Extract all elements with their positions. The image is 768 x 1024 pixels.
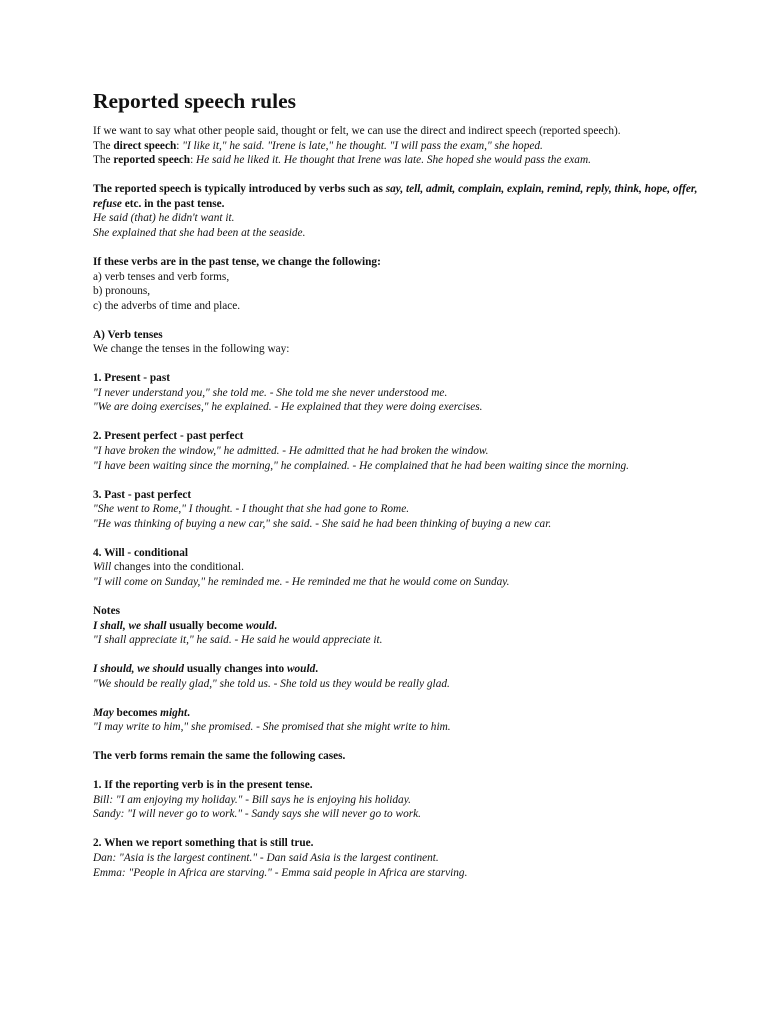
verb-tenses-heading: A) Verb tenses (93, 328, 163, 341)
example-line: Emma: "People in Africa are starving." - Emma said people in Africa are starving. (93, 866, 468, 879)
reported-speech-term: reported speech (113, 154, 191, 167)
direct-speech-line: The direct speech: "I like it," he said. "Irene is late," he thought. "I will pass the exam," she hoped. (93, 139, 543, 152)
intro-text: If we want to say what other people said, thought or felt, we can use the direct and indirect speech (reported speech). (93, 125, 621, 137)
rule-heading: 3. Past - past perfect (93, 488, 192, 501)
rule-will (93, 546, 708, 590)
change-heading: If these verbs are in the past tense, we change the following: (93, 255, 381, 268)
example-line: Bill: "I am enjoying my holiday." - Bill says he is enjoying his holiday. (93, 793, 411, 806)
introducing-verbs-heading: The reported speech is typically introduced by verbs such as say, tell, admit, complain, explain, remind, reply, think, hope, offer, refuse etc. in the past tense. (93, 183, 698, 210)
case-still-true (93, 836, 708, 880)
direct-speech-example: "I like it," he said. "Irene is late," he thought. "I will pass the exam," she hoped. (182, 139, 543, 152)
example-line: He said (that) he didn't want it. (93, 212, 235, 225)
example-line: "We are doing exercises," he explained. - He explained that they were doing exercises. (93, 401, 483, 414)
change-item: c) the adverbs of time and place. (93, 299, 241, 312)
example-line: She explained that she had been at the seaside. (93, 226, 306, 239)
case-present-tense (93, 778, 708, 822)
example-line: "I have been waiting since the morning," he complained. - He complained that he had been waiting since the morning. (93, 459, 629, 472)
introducing-verbs-list: say, tell, admit, complain, explain, remind, reply, think, hope, offer, refuse (93, 183, 698, 210)
notes-heading: Notes (93, 604, 120, 617)
same-heading: The verb forms remain the same the following cases. (93, 750, 346, 763)
reported-speech-example: He said he liked it. He thought that Irene was late. She hoped she would pass the exam. (196, 154, 591, 167)
rule-past (93, 488, 708, 532)
change-item: a) verb tenses and verb forms, (93, 270, 230, 283)
change-item: b) pronouns, (93, 285, 151, 298)
rule-heading: 1. Present - past (93, 372, 170, 385)
direct-speech-term: direct speech (113, 139, 177, 152)
verb-tenses-section (93, 328, 708, 357)
rule-present-past (93, 371, 708, 415)
change-section (93, 255, 708, 313)
same-section (93, 749, 708, 764)
example-line: "I have broken the window," he admitted. - He admitted that he had broken the window. (93, 445, 489, 458)
rule-present-perfect (93, 429, 708, 473)
notes-shall (93, 604, 708, 648)
example-line: "He was thinking of buying a new car," she said. - She said he had been thinking of buying a new car. (93, 517, 552, 530)
note-heading: I shall, we shall usually become would. (93, 619, 277, 632)
example-line: "I will come on Sunday," he reminded me. - He reminded me that he would come on Sunday. (93, 575, 510, 588)
example-line: "I may write to him," she promised. - She promised that she might write to him. (93, 721, 451, 734)
example-line: "She went to Rome," I thought. - I thought that she had gone to Rome. (93, 503, 410, 516)
reported-speech-line: The reported speech: He said he liked it. He thought that Irene was late. She hoped she would pass the exam. (93, 154, 591, 167)
page-title: Reported speech rules (93, 89, 297, 113)
rule-heading: 4. Will - conditional (93, 546, 188, 559)
rule-heading: 2. Present perfect - past perfect (93, 430, 244, 443)
example-line: Sandy: "I will never go to work." - Sandy says she will never go to work. (93, 808, 421, 821)
will-line: Will changes into the conditional. (93, 561, 244, 574)
note-heading: May becomes might. (93, 706, 190, 719)
example-line: "I shall appreciate it," he said. - He said he would appreciate it. (93, 634, 383, 647)
case-heading: 1. If the reporting verb is in the present tense. (93, 779, 313, 792)
introducing-verbs-section (93, 182, 708, 240)
notes-may (93, 706, 708, 735)
intro-section (93, 124, 708, 168)
example-line: "I never understand you," she told me. - She told me she never understood me. (93, 386, 448, 399)
verb-tenses-text: We change the tenses in the following way: (93, 343, 290, 356)
note-heading: I should, we should usually changes into would. (93, 663, 319, 676)
example-line: "We should be really glad," she told us. - She told us they would be really glad. (93, 677, 450, 690)
example-line: Dan: "Asia is the largest continent." - Dan said Asia is the largest continent. (93, 852, 439, 865)
notes-should (93, 662, 708, 691)
case-heading: 2. When we report something that is still true. (93, 837, 314, 850)
